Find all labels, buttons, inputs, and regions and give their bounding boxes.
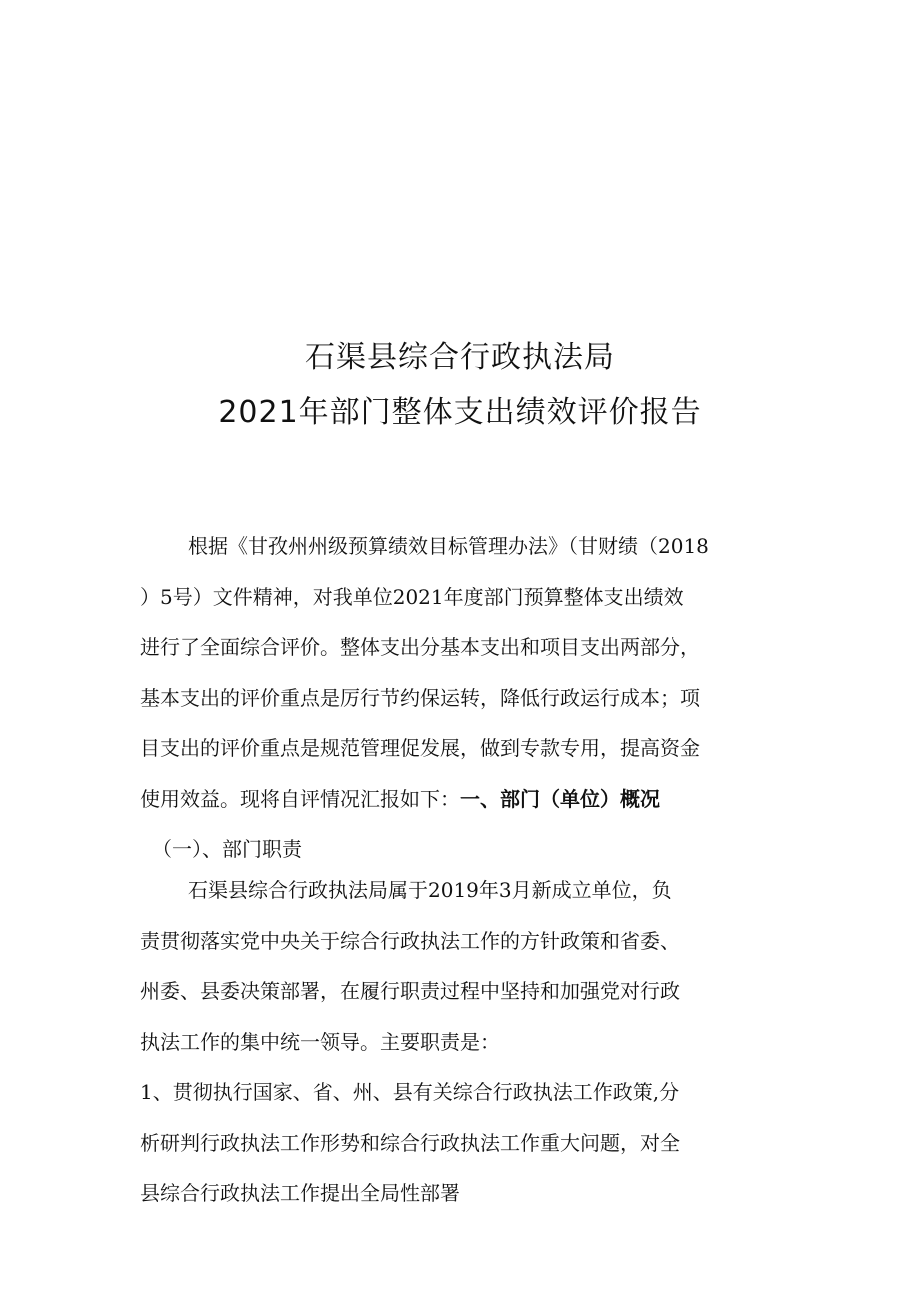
report-title-line-1: 石渠县综合行政执法局 xyxy=(305,340,615,375)
duty-line: 州委、县委决策部署，在履行职责过程中坚持和加强党对行政 xyxy=(140,979,680,1003)
intro-line: 根据《甘孜州州级预算绩效目标管理办法》（甘财绩（2018 xyxy=(188,534,709,558)
duty-line: 责贯彻落实党中央关于综合行政执法工作的方针政策和省委、 xyxy=(140,928,680,953)
duty-line: 执法工作的集中统一领导。主要职责是： xyxy=(140,1029,500,1054)
duty-item-line: 1、贯彻执行国家、省、州、县有关综合行政执法工作政策,分 xyxy=(140,1080,680,1104)
intro-line: 进行了全面综合评价。整体支出分基本支出和项目支出两部分， xyxy=(140,635,700,659)
intro-last-line xyxy=(140,774,800,825)
intro-closing-text: 使用效益。现将自评情况汇报如下： xyxy=(140,786,460,811)
report-title-line-2: 2021年部门整体支出绩效评价报告 xyxy=(218,395,702,430)
intro-line: ）5号）文件精神，对我单位2021年度部门预算整体支出绩效 xyxy=(140,584,684,609)
duty-paragraph xyxy=(140,865,800,1219)
intro-paragraph xyxy=(140,521,800,875)
duty-line: 石渠县综合行政执法局属于2019年3月新成立单位，负 xyxy=(188,878,672,902)
duty-item-line: 析研判行政执法工作形势和综合行政执法工作重大问题，对全 xyxy=(140,1130,680,1155)
duty-item-line: 县综合行政执法工作提出全局性部署 xyxy=(140,1181,460,1205)
subsection-heading: （一）、部门职责 xyxy=(152,837,302,861)
section-heading: 一、部门（单位）概况 xyxy=(460,786,660,811)
intro-line: 基本支出的评价重点是厉行节约保运转，降低行政运行成本；项 xyxy=(140,685,700,710)
intro-line: 目支出的评价重点是规范管理促发展，做到专款专用，提高资金 xyxy=(140,736,700,760)
